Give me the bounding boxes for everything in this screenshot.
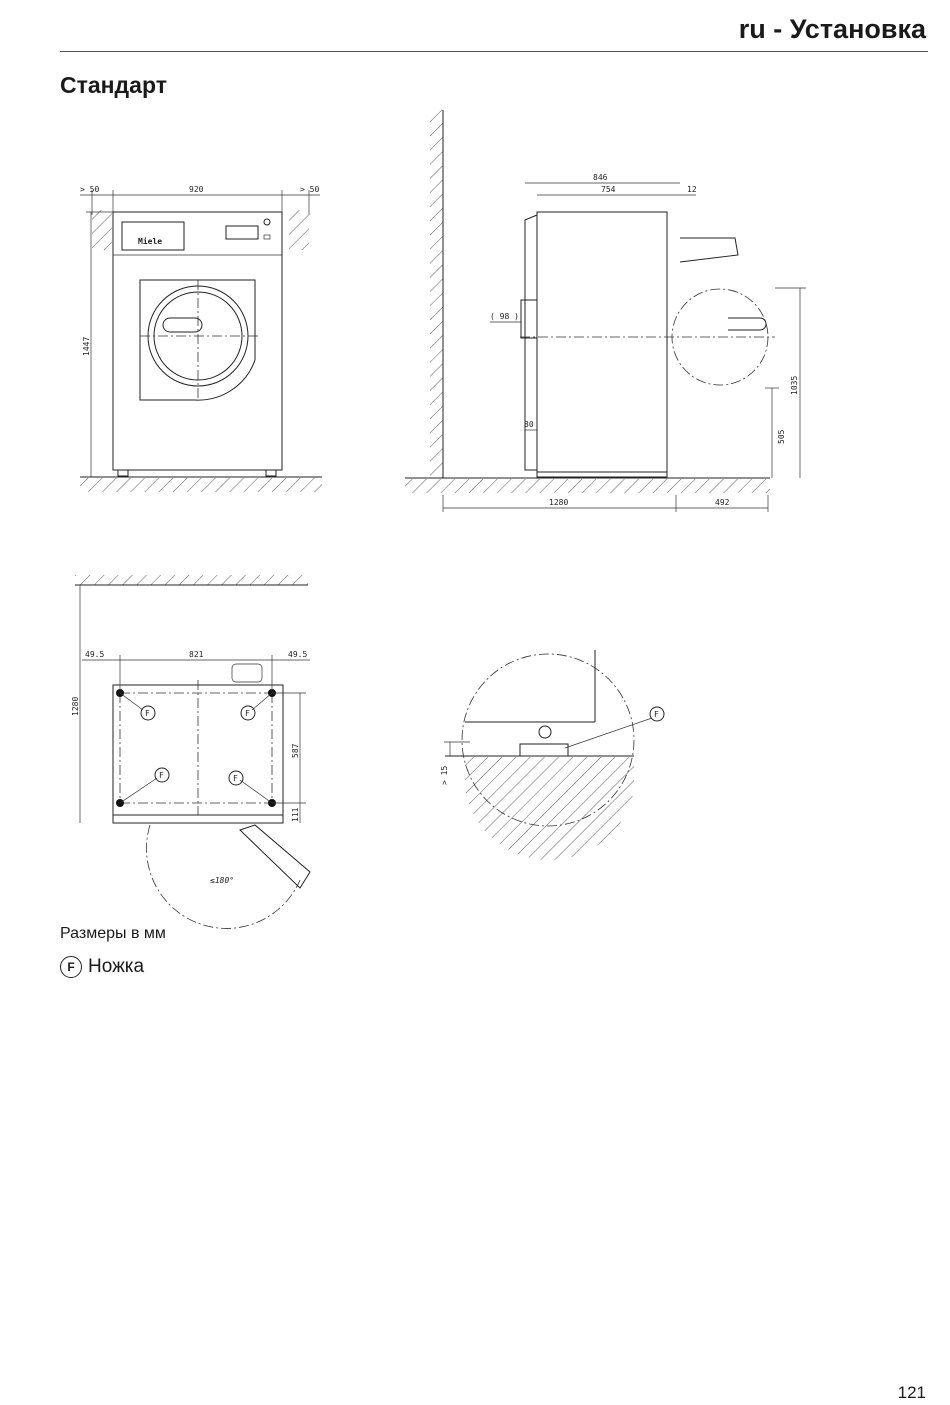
- door-outline: [140, 280, 255, 400]
- dim-top-left: 49.5: [85, 650, 105, 659]
- detail-floor-hatch: [465, 757, 634, 860]
- dim-top-depth: 1280: [71, 696, 80, 716]
- legend-marker: F: [60, 956, 82, 978]
- dim-door-top: 1035: [790, 375, 799, 395]
- side-view: [405, 110, 806, 512]
- dim-door-swing: 492: [715, 498, 730, 507]
- dim-top-right: 49.5: [288, 650, 308, 659]
- right-wall-hatch: [289, 210, 309, 250]
- detail-foot: [520, 744, 568, 756]
- foot-label-1: F: [145, 709, 150, 718]
- legend: [60, 956, 144, 978]
- side-floor-hatch: [405, 479, 770, 493]
- door-handle: [163, 318, 202, 332]
- dim-width: 920: [189, 185, 204, 194]
- dim-height: 1447: [82, 336, 91, 356]
- section-title: Стандарт: [60, 72, 167, 98]
- dim-top-width: 821: [189, 650, 204, 659]
- top-front: [113, 815, 283, 823]
- foot-label-3: F: [159, 771, 164, 780]
- dim-depth-total: 846: [593, 173, 608, 182]
- front-foot-right: [266, 470, 276, 476]
- dim-plinth: 80: [524, 420, 534, 429]
- dim-depth-body: 754: [601, 185, 616, 194]
- side-plinth: [537, 472, 667, 477]
- caption-units: Размеры в мм: [60, 925, 166, 942]
- dim-front-offset: 111: [291, 807, 300, 822]
- foot-label-4: F: [233, 774, 238, 783]
- display-window: [226, 226, 258, 239]
- detail-view: [440, 650, 664, 860]
- top-wall-hatch: [75, 575, 308, 585]
- side-door-handle: [728, 318, 766, 330]
- dim-handle: ( 98 ): [490, 312, 519, 321]
- rear-handle: [521, 300, 537, 338]
- legend-text: Ножка: [88, 956, 145, 977]
- page-header-title: ru - Установка: [738, 14, 926, 44]
- detergent-drawer: [680, 238, 738, 262]
- dim-rear-offset: 12: [687, 185, 697, 194]
- front-foot-left: [118, 470, 128, 476]
- left-wall-hatch: [92, 210, 112, 250]
- dim-gap: > 15: [440, 765, 449, 785]
- power-button: [264, 219, 270, 225]
- front-view: [80, 185, 322, 492]
- side-wall-hatch: [430, 110, 443, 478]
- top-drawer: [232, 664, 262, 682]
- front-floor-hatch: [80, 478, 322, 492]
- dim-swing-angle: ≤180°: [210, 876, 235, 885]
- top-view: [71, 575, 310, 928]
- dim-floor-depth: 1280: [549, 498, 569, 507]
- dim-feet-spacing: 587: [291, 743, 300, 758]
- dim-right-clearance: > 50: [300, 185, 320, 194]
- rear-connections: [525, 215, 537, 470]
- dim-door-center: 505: [777, 429, 786, 444]
- detail-foot-label: F: [654, 710, 659, 719]
- foot-label-2: F: [245, 709, 250, 718]
- brand-label: Miele: [138, 237, 163, 246]
- swung-door: [240, 825, 310, 888]
- side-cabinet: [537, 212, 667, 472]
- front-cabinet: [113, 212, 282, 470]
- page-number: 121: [897, 1383, 926, 1402]
- indicator: [264, 235, 270, 239]
- dim-left-clearance: > 50: [80, 185, 100, 194]
